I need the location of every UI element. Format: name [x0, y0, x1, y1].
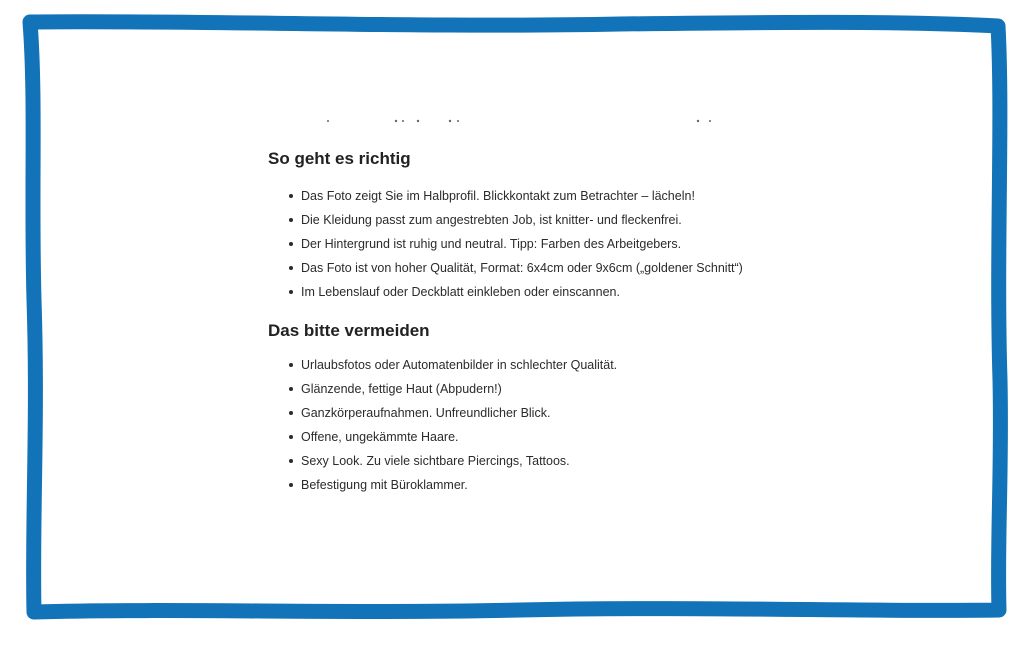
bullet-dot-icon [289, 242, 293, 246]
list-item [268, 405, 868, 421]
list-item [268, 284, 868, 300]
list-item-text: Der Hintergrund ist ruhig und neutral. Tipp: Farben des Arbeitgebers. [301, 237, 682, 251]
list-item [268, 453, 868, 469]
list-item [268, 357, 868, 373]
list-item [268, 212, 868, 228]
list-item [268, 236, 868, 252]
bullet-dot-icon [289, 290, 293, 294]
section-heading-avoid: Das bitte vermeiden [268, 321, 430, 340]
bullet-dot-icon [289, 387, 293, 391]
list-item-text: Die Kleidung passt zum angestrebten Job, ist knitter- und fleckenfrei. [301, 213, 682, 227]
section-heading-do: So geht es richtig [268, 149, 411, 168]
photo-tips-content [268, 148, 868, 501]
bullet-dot-icon [289, 363, 293, 367]
list-item-text: Glänzende, fettige Haut (Abpudern!) [301, 382, 502, 396]
list-item-text: Urlaubsfotos oder Automatenbilder in schlechter Qualität. [301, 358, 618, 372]
bullet-dot-icon [289, 266, 293, 270]
list-item-text: Im Lebenslauf oder Deckblatt einkleben oder einscannen. [301, 285, 620, 299]
list-item-text: Das Foto ist von hoher Qualität, Format: 6x4cm oder 9x6cm („goldener Schnitt“) [301, 261, 743, 275]
list-item [268, 429, 868, 445]
bullet-dot-icon [289, 218, 293, 222]
list-item-text: Befestigung mit Büroklammer. [301, 478, 468, 492]
cropped-text-remnant [300, 118, 730, 124]
list-item-text: Offene, ungekämmte Haare. [301, 430, 459, 444]
bullet-dot-icon [289, 483, 293, 487]
do-list [268, 188, 868, 300]
bullet-dot-icon [289, 411, 293, 415]
list-item-text: Das Foto zeigt Sie im Halbprofil. Blickkontakt zum Betrachter – lächeln! [301, 189, 695, 203]
list-item [268, 477, 868, 493]
list-item [268, 260, 868, 276]
list-item [268, 188, 868, 204]
bullet-dot-icon [289, 194, 293, 198]
avoid-list [268, 357, 868, 493]
bullet-dot-icon [289, 459, 293, 463]
list-item-text: Sexy Look. Zu viele sichtbare Piercings, Tattoos. [301, 454, 570, 468]
bullet-dot-icon [289, 435, 293, 439]
list-item-text: Ganzkörperaufnahmen. Unfreundlicher Blick. [301, 406, 551, 420]
list-item [268, 381, 868, 397]
